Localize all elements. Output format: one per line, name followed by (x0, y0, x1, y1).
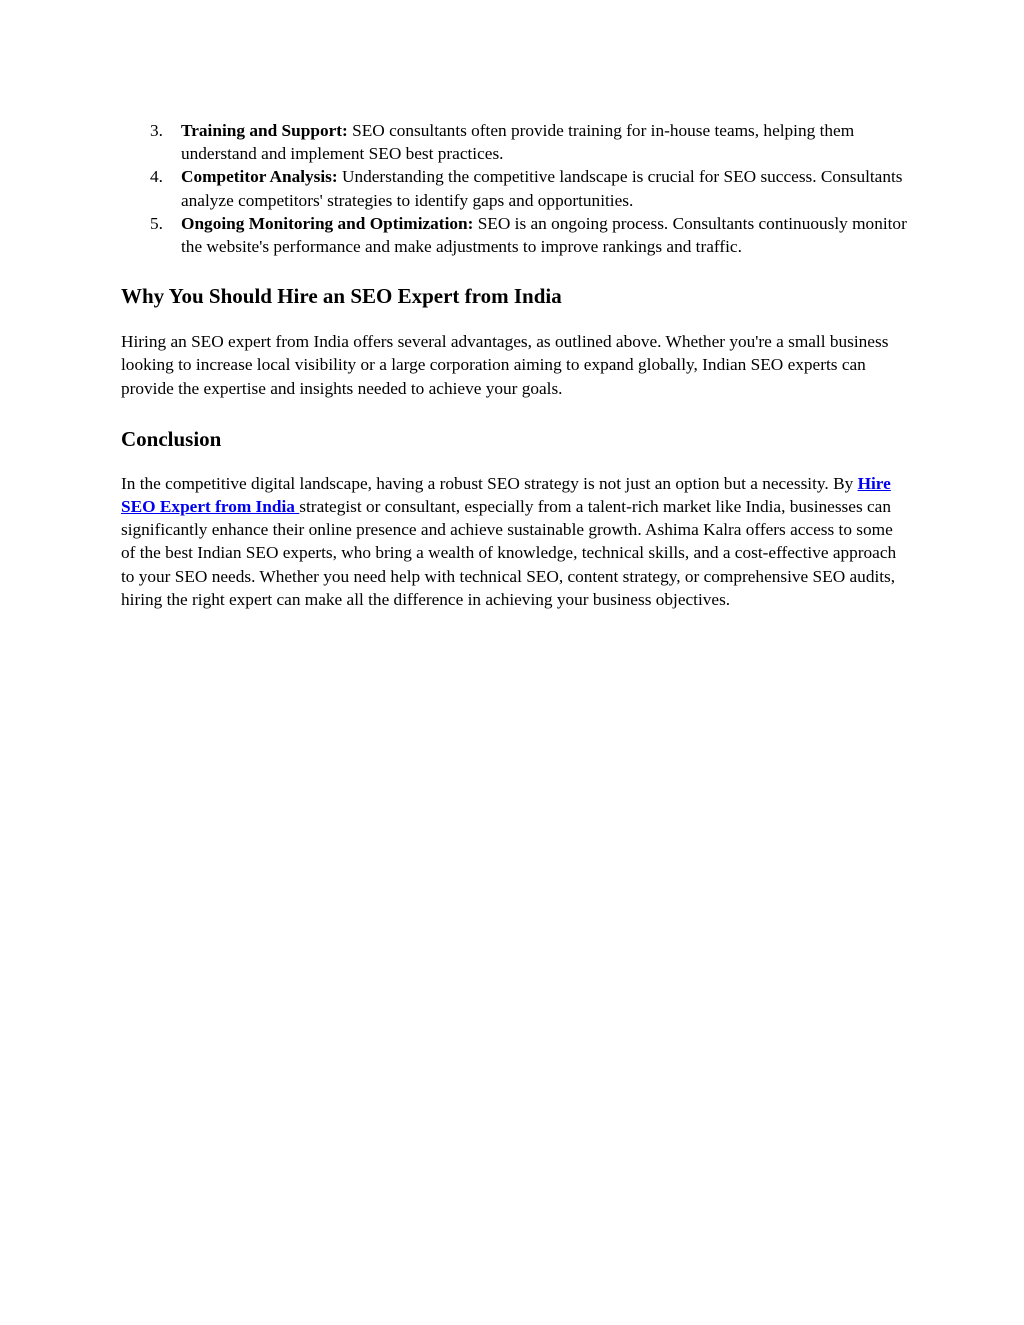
why-hire-heading: Why You Should Hire an SEO Expert from India (121, 284, 562, 309)
list-item-number: 3. (150, 121, 163, 140)
list-item-title: Ongoing Monitoring and Optimization: (181, 213, 474, 233)
list-item-text: Understanding the competitive landscape is crucial for SEO success. Consultants analyze competitors' strategies to identify gaps and opportunities. (181, 167, 903, 210)
list-item-text: SEO is an ongoing process. Consultants continuously monitor the website's performance and make adjustments to improve rankings and traffic. (181, 213, 907, 257)
why-hire-paragraph: Hiring an SEO expert from India offers several advantages, as outlined above. Whether you're a small business looking to increase local visibility or a large corporation aiming to expand globally, Indian SEO experts can provide the expertise and insights needed to achieve your goals. (121, 332, 889, 398)
conclusion-paragraph (121, 472, 911, 611)
conclusion-text-after-link: strategist or consultant, especially from a talent-rich market like India, businesses can significantly enhance their online presence and achieve sustainable growth. Ashima Kalra offers access to some of the best Indian SEO experts, who bring a wealth of knowledge, technical skills, and a cost-effective approach to your SEO needs. Whether you need help with technical SEO, content strategy, or comprehensive SEO audits, hiring the right expert can make all the difference in achieving your business objectives. (121, 497, 897, 609)
list-item (121, 212, 911, 258)
services-list (121, 119, 911, 258)
list-item-title: Training and Support: (181, 121, 348, 140)
page-content (121, 119, 911, 611)
conclusion-text-before-link: In the competitive digital landscape, having a robust SEO strategy is not just an option but a necessity. By (121, 473, 858, 493)
list-item-title: Competitor Analysis: (181, 167, 338, 187)
list-item-text: SEO consultants often provide training for in-house teams, helping them understand and implement SEO best practices. (181, 121, 855, 164)
conclusion-heading: Conclusion (121, 426, 222, 451)
list-item-number: 4. (150, 167, 163, 187)
list-item-number: 5. (150, 213, 163, 233)
list-item (121, 165, 911, 211)
hire-seo-expert-link[interactable]: Hire SEO Expert from India (121, 473, 891, 517)
list-item (121, 119, 911, 165)
